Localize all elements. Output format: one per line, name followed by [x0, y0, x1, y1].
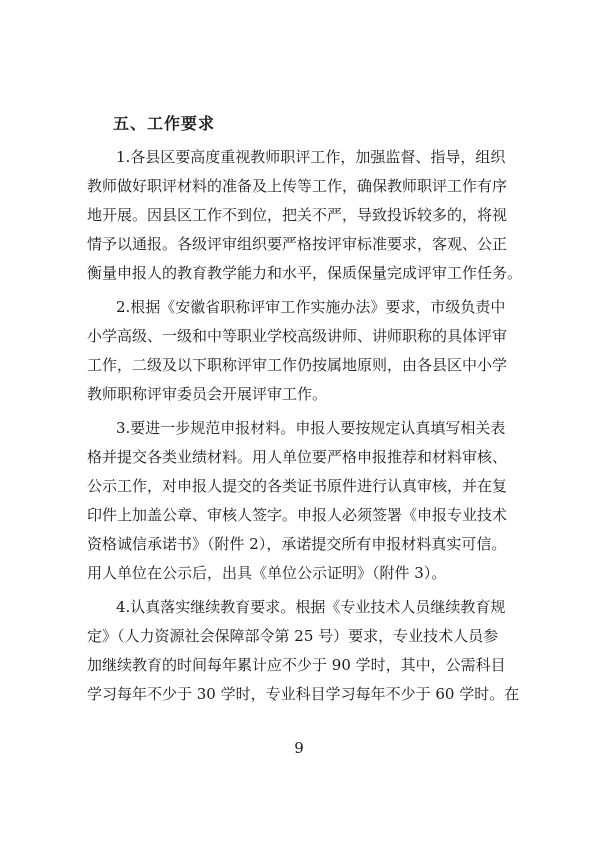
section-heading: 五、工作要求 — [113, 114, 216, 133]
paragraph-4-line-3: 加继续教育的时间每年累计应不少于 90 学时，其中，公需科目 — [87, 656, 506, 674]
paragraph-4-line-1: 4.认真落实继续教育要求。根据《专业技术人员继续教育规 — [116, 598, 506, 616]
paragraph-3-line-1: 3.要进一步规范申报材料。申报人要按规定认真填写相关表 — [116, 419, 506, 437]
paragraph-2-line-1: 2.根据《安徽省职称评审工作实施办法》要求，市级负责中 — [116, 298, 506, 316]
paragraph-2-line-4: 教师职称评审委员会开展评审工作。 — [87, 385, 328, 403]
paragraph-2-line-2: 小学高级、一级和中等职业学校高级讲师、讲师职称的具体评审 — [87, 327, 508, 345]
paragraph-2-line-3: 工作，二级及以下职称评审工作仍按属地原则，由各县区中小学 — [87, 356, 508, 374]
paragraph-3-line-5: 资格诚信承诺书》（附件 2），承诺提交所有申报材料真实可信。 — [87, 535, 507, 553]
paragraph-1-line-2: 教师做好职评材料的准备及上传等工作，确保教师职评工作有序 — [87, 177, 508, 195]
paragraph-3-line-3: 公示工作，对申报人提交的各类证书原件进行认真审核，并在复 — [87, 477, 508, 495]
paragraph-4-line-4: 学习每年不少于 30 学时，专业科目学习每年不少于 60 学时。在 — [87, 685, 520, 703]
paragraph-3-line-6: 用人单位在公示后，出具《单位公示证明》（附件 3）。 — [87, 564, 447, 582]
page-number: 9 — [294, 739, 304, 757]
paragraph-1-line-1: 1.各县区要高度重视教师职评工作，加强监督、指导，组织 — [116, 148, 506, 166]
paragraph-4-line-2: 定》（人力资源社会保障部令第 25 号）要求，专业技术人员参 — [87, 627, 499, 645]
paragraph-3-line-2: 格并提交各类业绩材料。用人单位要严格申报推荐和材料审核、 — [87, 448, 508, 466]
paragraph-1-line-3: 地开展。因县区工作不到位，把关不严，导致投诉较多的，将视 — [87, 206, 508, 224]
paragraph-1-line-4: 情予以通报。各级评审组织要严格按评审标准要求，客观、公正 — [87, 235, 508, 253]
paragraph-3-line-4: 印件上加盖公章、审核人签字。申报人必须签署《申报专业技术 — [87, 506, 508, 524]
paragraph-1-line-5: 衡量申报人的教育教学能力和水平，保质保量完成评审工作任务。 — [87, 264, 523, 282]
